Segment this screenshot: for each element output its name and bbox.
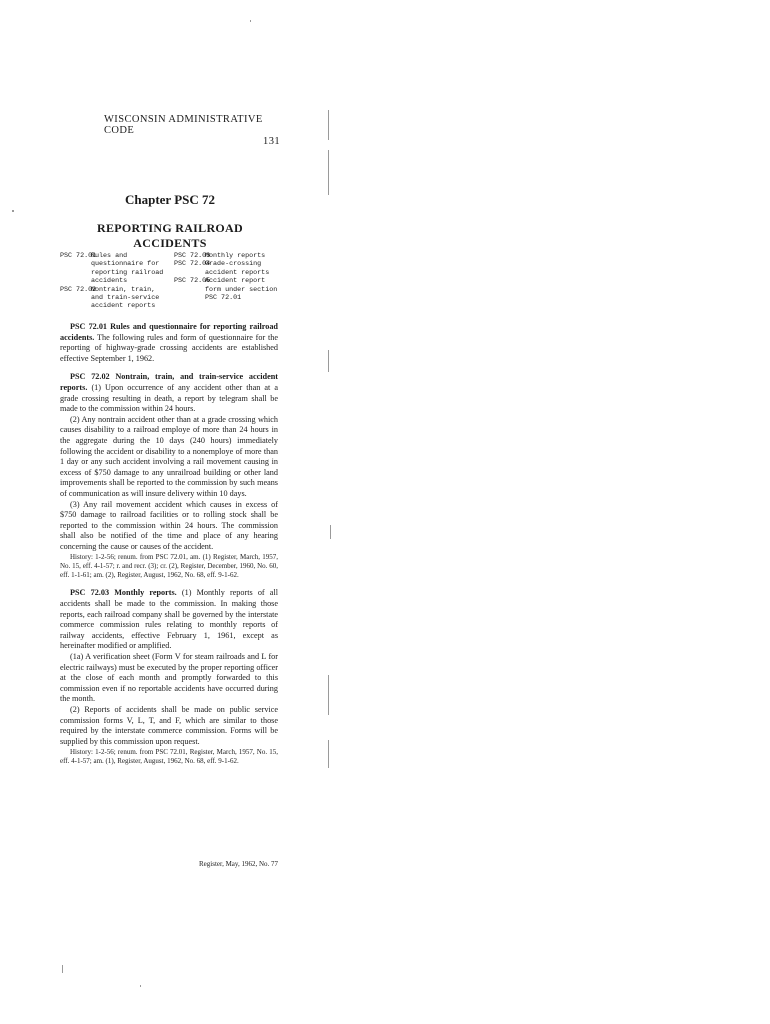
paragraph: (1a) A verification sheet (Form V for steam railroads and L for electric railways) must be executed by the proper reporting officer at the close of each month and promptly forwarded to this commission even if no reportable accidents have occurred during the month.: [60, 652, 278, 704]
running-header: [104, 114, 280, 147]
scan-mark: [328, 740, 329, 768]
toc-entry-title: Grade-crossing accident reports: [205, 260, 270, 277]
paragraph: (2) Any nontrain accident other than at a grade crossing which causes disability to a railroad employe of more than 24 hours in the aggregate during the 10 days (240 hours) immediately following the accident or disability to a nonemploye of more than 1 day or any such accident involving a rail movement causing in excess of $750 damage to any unrailroad building or other land improvements shall be reported to the commission by such means of communication as will insure delivery within 10 days.: [60, 414, 278, 498]
section-lead: PSC 72.03 Monthly reports.: [70, 588, 177, 598]
toc-entry: [174, 277, 284, 302]
toc-entry: [174, 260, 284, 277]
paragraph: (3) Any rail movement accident which causes in excess of $750 damage to railroad facilities or to rolling stock shall be reported to the commission within 24 hours. The commission shall also be notified of the time and place of any hearing concerning the cause or causes of the accident.: [60, 499, 278, 551]
history-note: History: 1-2-56; renum. from PSC 72.01, am. (1) Register, March, 1957, No. 15, eff. 4-1-57; r. and recr. (3); cr. (2), Register, December, 1960, No. 60, eff. 1-1-61; am. (2), Register, August, 1962, No. 68, eff. 9-1-62.: [60, 553, 278, 580]
section-lead: PSC 72.02 Nontrain, train, and train-service accident reports.: [60, 372, 278, 392]
paragraph: (2) Reports of accidents shall be made on public service commission forms V, L, T, and F, which are similar to those required by the interstate commerce commission. Forms will be supplied by this commission upon request.: [60, 705, 278, 746]
toc-entry-number: PSC 72.05: [174, 277, 211, 286]
scan-mark: [330, 525, 331, 539]
toc-entry: [174, 252, 284, 260]
section-lead: PSC 72.01 Rules and questionnaire for reporting railroad accidents.: [60, 322, 278, 342]
scan-mark: [140, 985, 141, 987]
section-72-01: [60, 322, 278, 364]
toc-entry-title: Nontrain, train, and train-service accident reports: [91, 285, 160, 311]
chapter-subject: REPORTING RAILROAD ACCIDENTS: [97, 221, 243, 250]
section-72-03: [60, 588, 278, 652]
scan-mark: [328, 150, 329, 195]
toc-entry-number: PSC 72.04: [174, 260, 211, 269]
toc-entry-number: PSC 72.01: [60, 252, 97, 260]
scan-mark: [328, 110, 329, 140]
header-title: WISCONSIN ADMINISTRATIVE CODE: [104, 114, 263, 136]
section-72-02: [60, 372, 278, 414]
scan-mark: [12, 210, 14, 212]
toc-entry-number: PSC 72.02: [60, 285, 97, 294]
section-index-right-column: [174, 252, 284, 302]
scan-mark: [328, 350, 329, 372]
scan-mark: [250, 20, 251, 22]
toc-entry-number: PSC 72.03: [174, 252, 211, 260]
code-body: [60, 322, 278, 766]
section-index-left-column: [60, 252, 170, 311]
section-text: The following rules and form of questionnaire for the reporting of highway-grade crossing accidents are established effective September 1, 1962.: [60, 332, 278, 363]
paragraph-text: (1) Upon occurrence of any accident other than at a grade crossing resulting in death, a report by telegram shall be made to the commission within 24 hours.: [60, 382, 278, 414]
register-footer: Register, May, 1962, No. 77: [199, 860, 278, 868]
toc-entry-title: Accident report form under section PSC 72.01: [205, 277, 278, 303]
scan-mark: [62, 965, 63, 973]
toc-entry-title: Monthly reports: [205, 252, 266, 260]
scan-mark: [328, 675, 329, 715]
toc-entry: [60, 252, 170, 286]
chapter-heading: Chapter PSC 72: [124, 192, 216, 207]
page-number: 131: [263, 136, 280, 147]
history-note: History: 1-2-56; renum. from PSC 72.01, Register, March, 1957, No. 15, eff. 4-1-57; am. (1), Register, August, 1962, No. 68, eff. 9-1-62.: [60, 748, 278, 766]
paragraph-text: (1) Monthly reports of all accidents shall be made to the commission. In making those reports, each railroad company shall be governed by the interstate commerce commission rules relating to monthly reports of railway accidents, effective February 1, 1961, except as hereinafter modified or amplified.: [60, 588, 278, 651]
toc-entry: [60, 286, 170, 311]
toc-entry-title: Rules and questionnaire for reporting railroad accidents: [91, 252, 164, 286]
